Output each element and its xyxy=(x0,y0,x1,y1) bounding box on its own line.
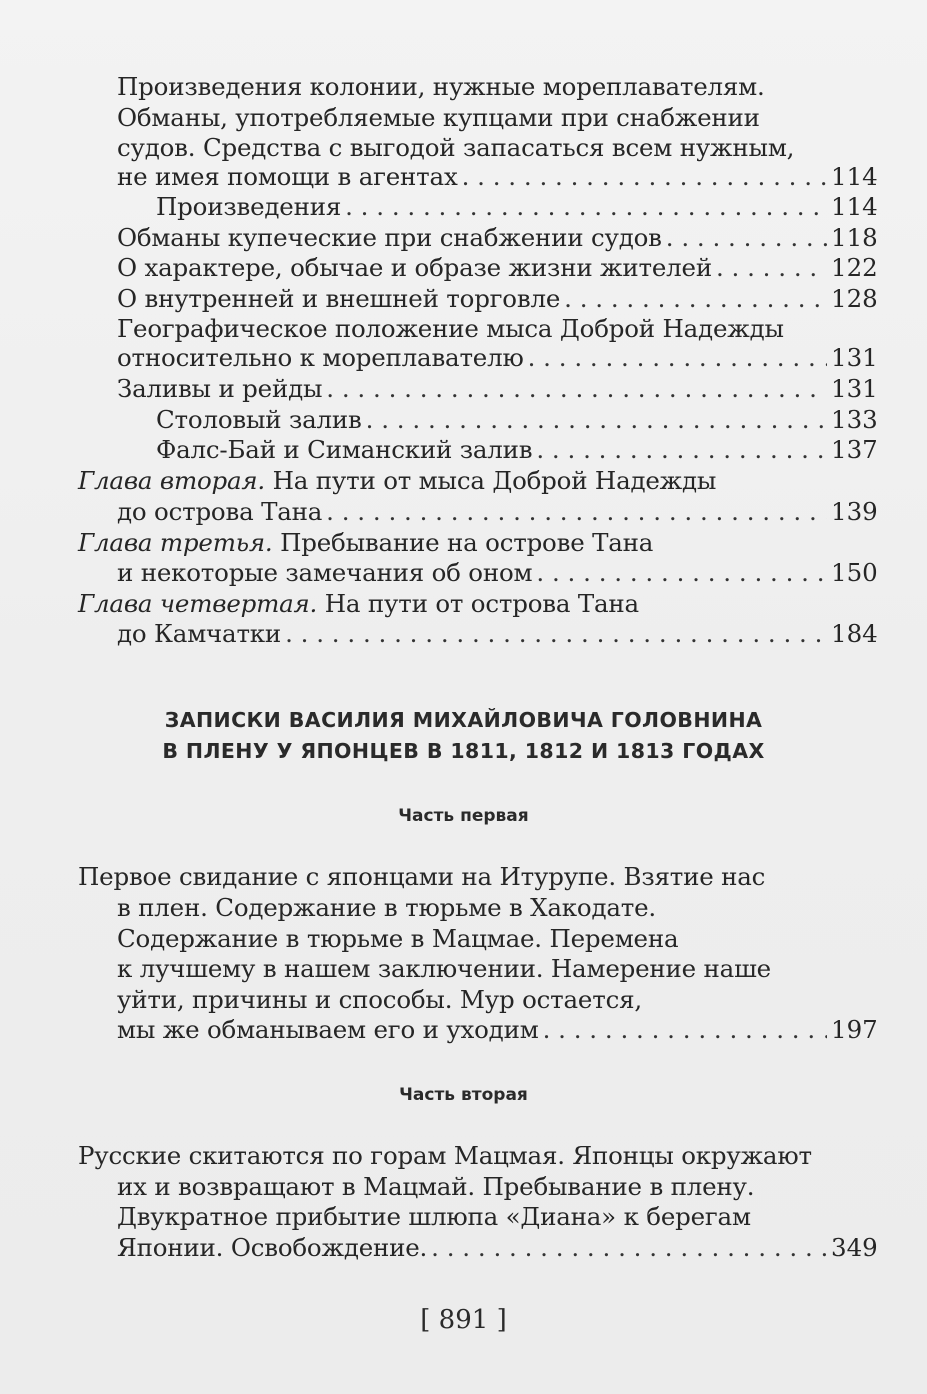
toc-entry-title: Заливы и рейды xyxy=(117,374,323,403)
toc-entry xyxy=(117,1232,878,1264)
dot-leader xyxy=(431,1232,827,1264)
toc-entry xyxy=(117,557,878,589)
chapter-title xyxy=(78,465,716,497)
dot-leader xyxy=(345,191,827,223)
dot-leader xyxy=(716,252,827,284)
dot-leader xyxy=(366,404,827,436)
toc-entry xyxy=(156,434,878,466)
toc-entry xyxy=(156,404,878,436)
chapter-label: Глава четвертая. xyxy=(78,589,318,618)
toc-page-number: 114 xyxy=(831,162,878,191)
toc-page-number: 131 xyxy=(831,343,878,372)
section-title-line: В ПЛЕНУ У ЯПОНЦЕВ В 1811, 1812 И 1813 ГОДАХ xyxy=(162,739,765,763)
toc-entry-title: до острова Тана xyxy=(117,497,323,526)
dot-leader xyxy=(666,222,827,254)
toc-page-number: 150 xyxy=(831,558,878,587)
toc-entry-title: О характере, обычае и образе жизни жителей xyxy=(117,253,712,282)
toc-line: Первое свидание с японцами на Итурупе. Взятие нас xyxy=(78,862,766,891)
dot-leader xyxy=(462,161,827,193)
toc-entry xyxy=(117,618,878,650)
toc-entry xyxy=(156,191,878,223)
toc-page-number: 128 xyxy=(831,284,878,313)
toc-page-number: 114 xyxy=(831,192,878,221)
chapter-label: Глава третья. xyxy=(78,528,273,557)
part-heading: Часть вторая xyxy=(399,1085,528,1105)
toc-entry-title: Обманы купеческие при снабжении судов xyxy=(117,223,662,252)
toc-page-number: 137 xyxy=(831,435,878,464)
chapter-name: Пребывание на острове Тана xyxy=(272,528,654,557)
toc-entry xyxy=(117,222,878,254)
toc-line: Географическое положение мыса Доброй Надежды xyxy=(117,314,784,343)
toc-line: Двукратное прибытие шлюпа «Диана» к берегам xyxy=(117,1202,751,1231)
toc-line: Обманы, употребляемые купцами при снабжении xyxy=(117,103,760,132)
dot-leader xyxy=(543,1014,827,1046)
toc-entry xyxy=(117,283,878,315)
chapter-label: Глава вторая. xyxy=(78,466,266,495)
toc-entry xyxy=(117,1014,878,1046)
dot-leader xyxy=(326,373,827,405)
toc-line: их и возвращают в Мацмай. Пребывание в плену. xyxy=(117,1172,755,1201)
toc-entry-title: Фалс-Бай и Симанский залив xyxy=(156,435,533,464)
chapter-name: На пути от мыса Доброй Надежды xyxy=(265,466,717,495)
toc-page-number: 118 xyxy=(831,223,878,252)
part-heading: Часть первая xyxy=(398,806,529,826)
dot-leader xyxy=(285,618,827,650)
dot-leader xyxy=(536,557,827,589)
toc-entry-title: Столовый залив xyxy=(156,405,362,434)
toc-page-number: 184 xyxy=(831,619,878,648)
toc-page-number: 349 xyxy=(831,1233,878,1262)
dot-leader xyxy=(326,496,827,528)
toc-entry-title: до Камчатки xyxy=(117,619,282,648)
toc-entry-title: мы же обманываем его и уходим xyxy=(117,1015,539,1044)
toc-entry-title: не имея помощи в агентах xyxy=(117,162,458,191)
dot-leader xyxy=(564,283,827,315)
dot-leader xyxy=(528,342,827,374)
toc-entry xyxy=(117,373,878,405)
chapter-title xyxy=(78,527,653,559)
chapter-name: На пути от острова Тана xyxy=(317,589,639,618)
toc-page-number: 197 xyxy=(831,1015,878,1044)
toc-line: к лучшему в нашем заключении. Намерение наше xyxy=(117,954,771,983)
toc-line: Содержание в тюрьме в Мацмае. Перемена xyxy=(117,924,679,953)
toc-entry-title: О внутренней и внешней торговле xyxy=(117,284,561,313)
toc-line: судов. Средства с выгодой запасаться всем нужным, xyxy=(117,133,795,162)
dot-leader xyxy=(536,434,827,466)
toc-page-number: 122 xyxy=(831,253,878,282)
toc-entry xyxy=(117,496,878,528)
toc-line: уйти, причины и способы. Мур остается, xyxy=(117,985,642,1014)
toc-entry-title: относительно к мореплавателю xyxy=(117,343,524,372)
toc-entry-title: Японии. Освобождение. xyxy=(117,1233,428,1262)
toc-entry-title: и некоторые замечания об оном xyxy=(117,558,533,587)
page-number: [ 891 ] xyxy=(420,1305,507,1335)
toc-line: в плен. Содержание в тюрьме в Хакодате. xyxy=(117,893,656,922)
toc-page-number: 131 xyxy=(831,374,878,403)
toc-entry-title: Произведения xyxy=(156,192,342,221)
toc-entry xyxy=(117,252,878,284)
toc-line: Произведения колонии, нужные мореплавателям. xyxy=(117,72,765,101)
chapter-title xyxy=(78,588,639,620)
toc-entry xyxy=(117,342,878,374)
toc-page-number: 139 xyxy=(831,497,878,526)
toc-line: Русские скитаются по горам Мацмая. Японцы окружают xyxy=(78,1141,812,1170)
section-title-line: ЗАПИСКИ ВАСИЛИЯ МИХАЙЛОВИЧА ГОЛОВНИНА xyxy=(164,708,763,732)
toc-page-number: 133 xyxy=(831,405,878,434)
toc-entry xyxy=(117,161,878,193)
